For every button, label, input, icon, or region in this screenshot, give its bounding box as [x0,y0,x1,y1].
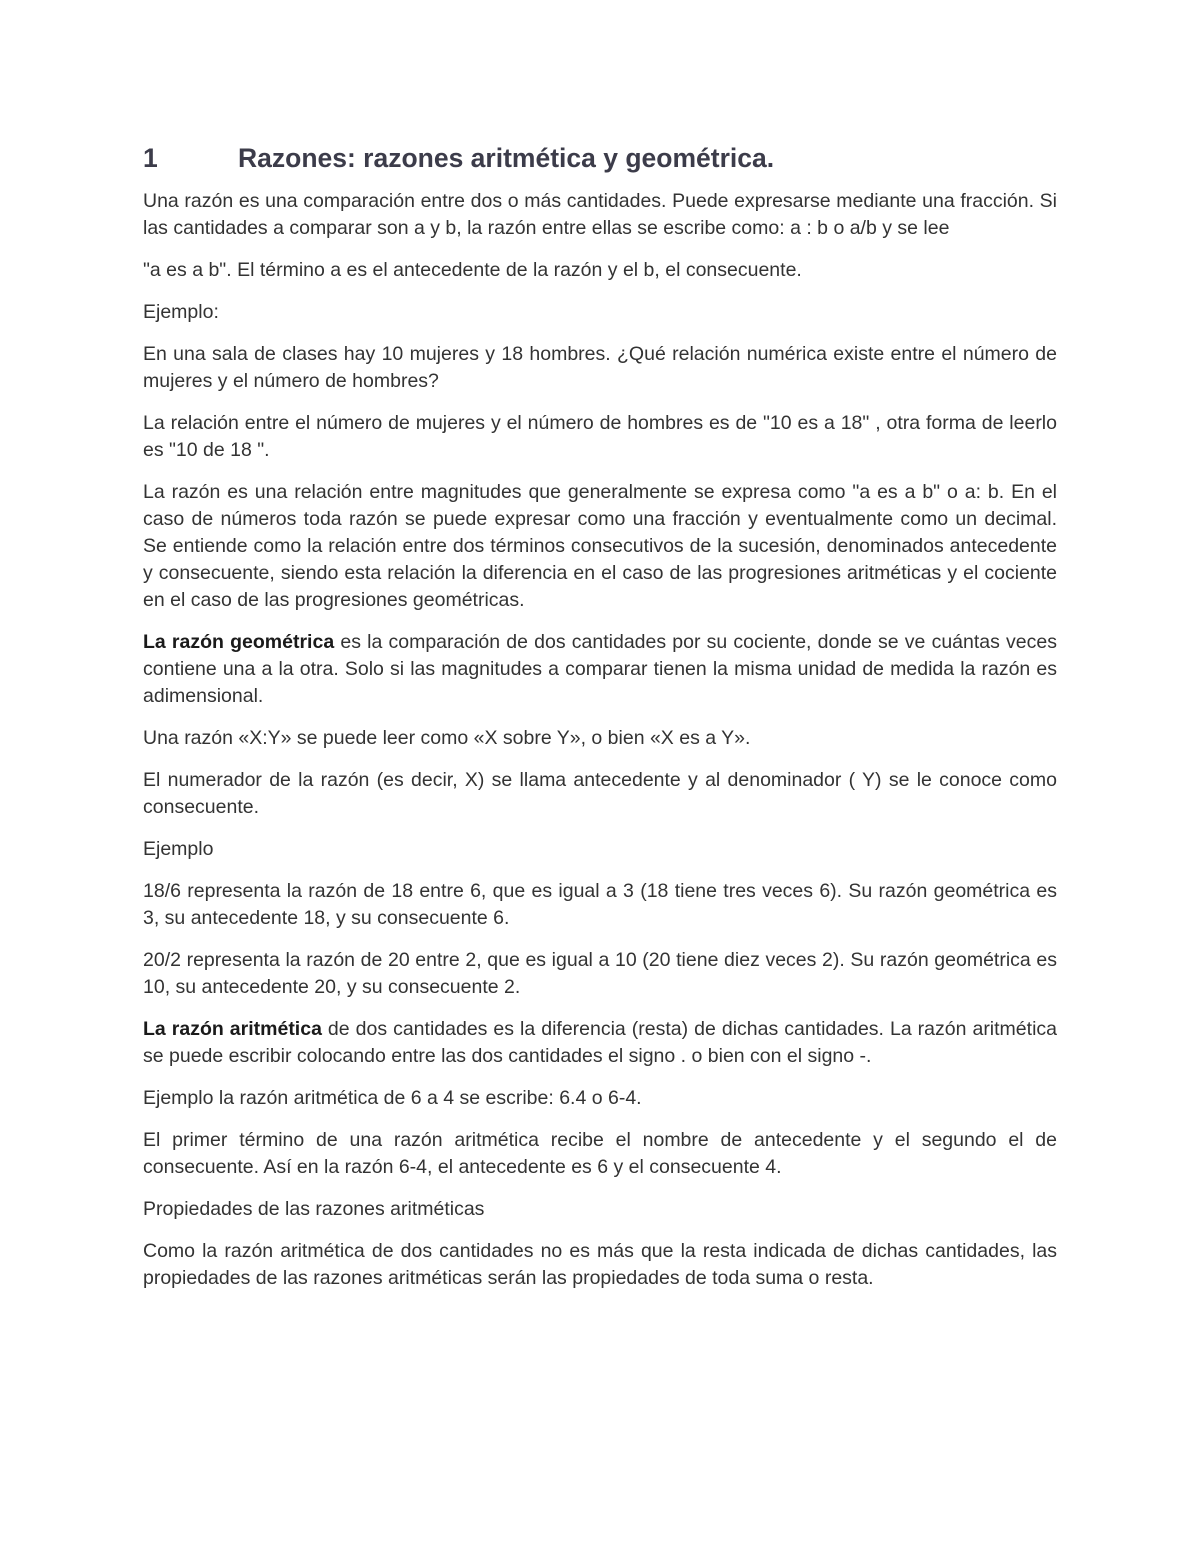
paragraph-properties-heading: Propiedades de las razones aritméticas [143,1198,485,1220]
paragraph-example-question: En una sala de clases hay 10 mujeres y 18 hombres. ¿Qué relación numérica existe entre el número de mujeres y el número de hombres? [143,343,1057,392]
paragraph-definition: Una razón es una comparación entre dos o más cantidades. Puede expresarse mediante una fracción. Si las cantidades a comparar son a y b, la razón entre ellas se escribe como: a : b o a/b y se lee [143,190,1057,239]
section-title: Razones: razones aritmética y geométrica. [238,143,775,173]
paragraph-example-label: Ejemplo: [143,301,219,323]
paragraph-example-answer: La relación entre el número de mujeres y el número de hombres es de "10 es a 18" , otra forma de leerlo es "10 de 18 ". [143,412,1057,461]
document-page [143,140,1057,1307]
arithmetic-ratio-term: La razón aritmética [143,1018,322,1040]
paragraph-antecedent: "a es a b". El término a es el antecedente de la razón y el b, el consecuente. [143,259,802,281]
section-heading [143,140,1057,176]
paragraph-numerator: El numerador de la razón (es decir, X) se llama antecedente y al denominador ( Y) se le conoce como consecuente. [143,769,1057,818]
paragraph-read-ratio: Una razón «X:Y» se puede leer como «X sobre Y», o bien «X es a Y». [143,727,751,749]
section-number: 1 [143,143,158,173]
paragraph-example-label-2: Ejemplo [143,838,214,860]
paragraph-first-term: El primer término de una razón aritmética recibe el nombre de antecedente y el segundo el de consecuente. Así en la razón 6-4, el antecedente es 6 y el consecuente 4. [143,1129,1057,1178]
paragraph-arithmetic-ratio [143,1016,1057,1070]
geometric-ratio-text: es la comparación de dos cantidades por su cociente, donde se ve cuántas veces contiene una a la otra. Solo si las magnitudes a comparar tienen la misma unidad de medida la razón es adimensional. [143,631,1057,707]
paragraph-example-18-6: 18/6 representa la razón de 18 entre 6, que es igual a 3 (18 tiene tres veces 6). Su razón geométrica es 3, su antecedente 18, y su consecuente 6. [143,880,1057,929]
paragraph-ratio-relation: La razón es una relación entre magnitudes que generalmente se expresa como "a es a b" o a: b. En el caso de números toda razón se puede expresar como una fracción y eventualmente como un decimal. Se entiende como la relación entre dos términos consecutivos de la sucesión, denominados antecedente y consecuente, siendo esta relación la diferencia en el caso de las progresiones aritméticas y el cociente en el caso de las progresiones geométricas. [143,481,1057,611]
paragraph-example-20-2: 20/2 representa la razón de 20 entre 2, que es igual a 10 (20 tiene diez veces 2). Su razón geométrica es 10, su antecedente 20, y su consecuente 2. [143,949,1057,998]
paragraph-geometric-ratio [143,629,1057,710]
arithmetic-ratio-text: de dos cantidades es la diferencia (resta) de dichas cantidades. La razón aritmética se puede escribir colocando entre las dos cantidades el signo . o bien con el signo -. [143,1018,1057,1067]
paragraph-arithmetic-example: Ejemplo la razón aritmética de 6 a 4 se escribe: 6.4 o 6-4. [143,1087,642,1109]
geometric-ratio-term: La razón geométrica [143,631,335,653]
paragraph-properties: Como la razón aritmética de dos cantidades no es más que la resta indicada de dichas cantidades, las propiedades de las razones aritméticas serán las propiedades de toda suma o resta. [143,1240,1057,1289]
